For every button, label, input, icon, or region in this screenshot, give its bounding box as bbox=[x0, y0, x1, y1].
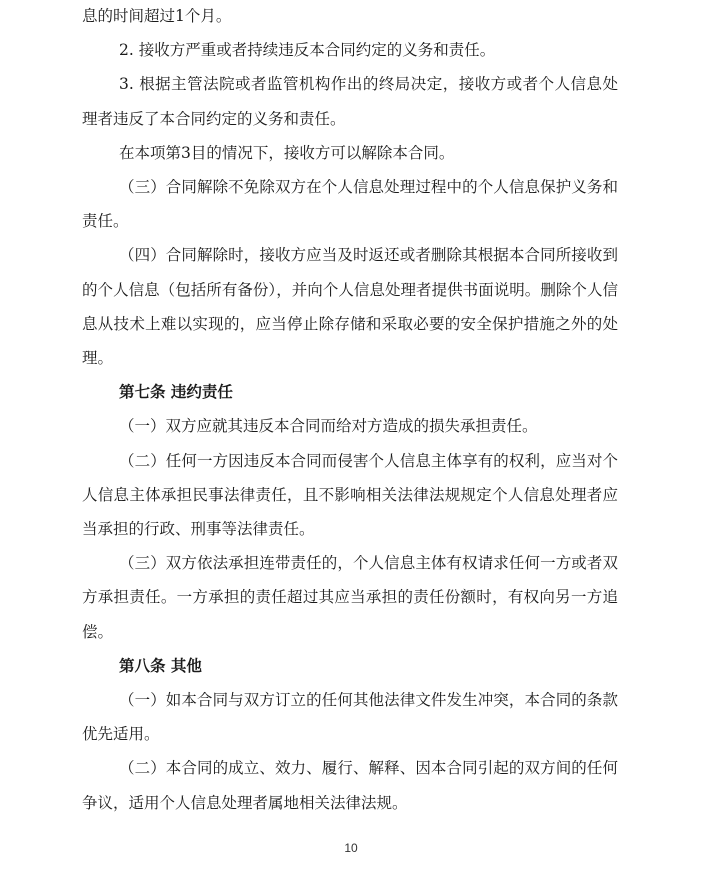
article-7-clause-2: （二）任何一方因违反本合同而侵害个人信息主体享有的权利，应当对个人信息主体承担民事法律责任，且不影响相关法律法规规定个人信息处理者应当承担的行政、刑事等法律责任。 bbox=[82, 451, 618, 539]
paragraph-termination-note: 在本项第3目的情况下，接收方可以解除本合同。 bbox=[119, 143, 455, 162]
paragraph-clause-4: （四）合同解除时，接收方应当及时返还或者删除其根据本合同所接收到的个人信息（包括所有备份），并向个人信息处理者提供书面说明。删除个人信息从技术上难以实现的，应当停止除存储和采取必要的安全保护措施之外的处理。 bbox=[82, 246, 618, 368]
paragraph-clause-3: （三）合同解除不免除双方在个人信息处理过程中的个人信息保护义务和责任。 bbox=[82, 178, 618, 231]
article-8-clause-2: （二）本合同的成立、效力、履行、解释、因本合同引起的双方间的任何争议，适用个人信息处理者属地相关法律法规。 bbox=[82, 759, 618, 812]
document-page bbox=[82, 0, 618, 820]
paragraph-item-3: 3. 根据主管法院或者监管机构作出的终局决定，接收方或者个人信息处理者违反了本合同约定的义务和责任。 bbox=[82, 75, 618, 128]
paragraph-continuation: 息的时间超过1个月。 bbox=[82, 7, 232, 25]
paragraph-item-2: 2. 接收方严重或者持续违反本合同约定的义务和责任。 bbox=[119, 41, 496, 60]
article-7-heading: 第七条 违约责任 bbox=[119, 382, 233, 402]
article-7-clause-3: （三）双方依法承担连带责任的，个人信息主体有权请求任何一方或者双方承担责任。一方承担的责任超过其应当承担的责任份额时，有权向另一方追偿。 bbox=[82, 554, 618, 641]
article-8-heading: 第八条 其他 bbox=[119, 655, 202, 675]
article-7-clause-1: （一）双方应就其违反本合同而给对方造成的损失承担责任。 bbox=[119, 417, 538, 436]
article-8-clause-1: （一）如本合同与双方订立的任何其他法律文件发生冲突，本合同的条款优先适用。 bbox=[82, 691, 618, 744]
page-number: 10 bbox=[344, 841, 358, 855]
